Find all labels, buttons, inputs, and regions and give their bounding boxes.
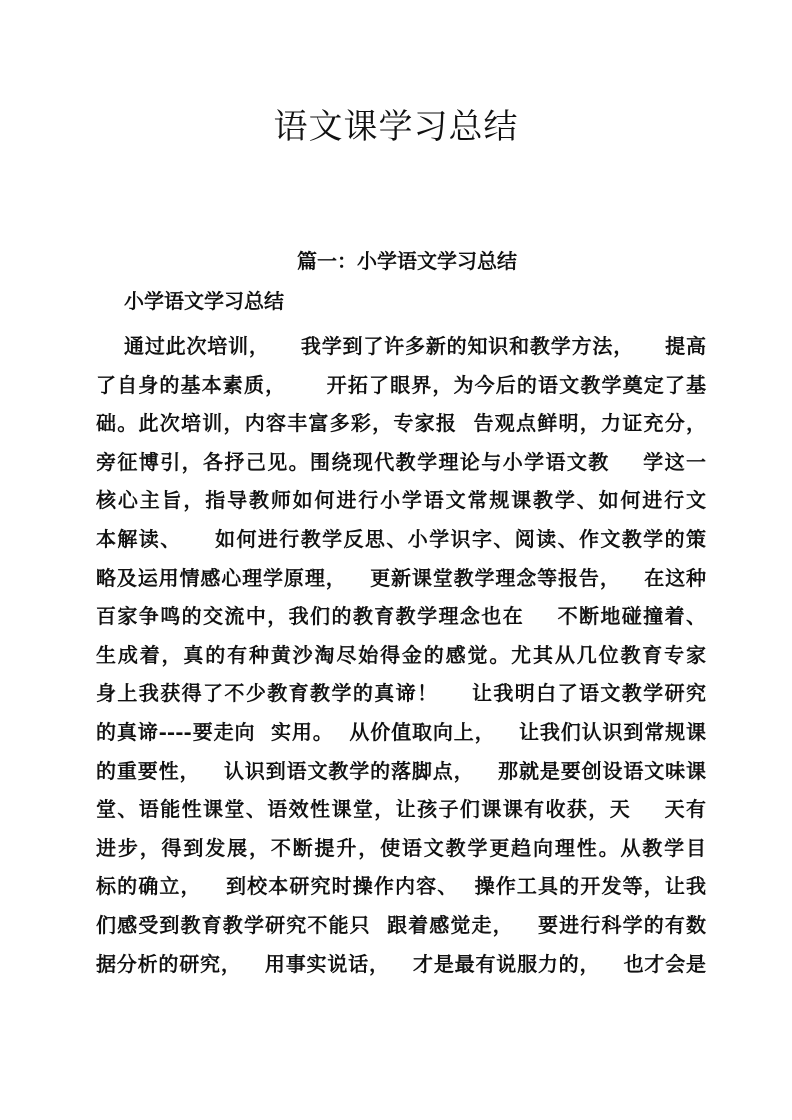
body-line: 本解读、 如何进行教学反思、小学识字、阅读、作文教学的策 [96,526,706,551]
body-line: 了自身的基本素质， 开拓了眼界，为今后的语文教学奠定了基 [96,372,706,397]
section-heading: 篇一：小学语文学习总结 [297,249,517,273]
body-line: 身上我获得了不少教育教学的真谛！ 让我明白了语文教学研究 [96,681,706,706]
body-line: 们感受到教育教学研究不能只 跟着感觉走， 要进行科学的有数 [96,912,706,937]
body-paragraph [96,327,706,983]
body-line: 进步，得到发展，不断提升，使语文教学更趋向理性。从教学目 [96,835,706,860]
body-line: 标的确立， 到校本研究时操作内容、 操作工具的开发等，让我 [96,874,706,899]
body-line: 旁征博引，各抒己见。围绕现代教学理论与小学语文教 学这一 [96,449,706,474]
body-line: 通过此次培训， 我学到了许多新的知识和教学方法， 提高 [124,334,706,358]
body-line: 核心主旨，指导教师如何进行小学语文常规课教学、如何进行文 [96,488,706,513]
body-line: 百家争鸣的交流中，我们的教育教学理念也在 不断地碰撞着、 [96,604,706,629]
sub-heading: 小学语文学习总结 [124,289,284,313]
body-line: 的重要性， 认识到语文教学的落脚点， 那就是要创设语文味课 [96,758,706,783]
body-line: 的真谛----要走向 实用。 从价值取向上， 让我们认识到常规课 [96,719,706,744]
document-title: 语文课学习总结 [273,107,519,147]
body-line: 生成着，真的有种黄沙淘尽始得金的感觉。尤其从几位教育专家 [96,642,706,667]
body-line: 略及运用情感心理学原理， 更新课堂教学理念等报告， 在这种 [96,565,706,590]
body-line: 据分析的研究， 用事实说话， 才是最有说服力的， 也才会是 [96,951,706,976]
body-line: 础。此次培训，内容丰富多彩，专家报 告观点鲜明，力证充分， [96,411,706,436]
body-line: 堂、语能性课堂、语效性课堂，让孩子们课课有收获，天 天有 [96,797,706,822]
